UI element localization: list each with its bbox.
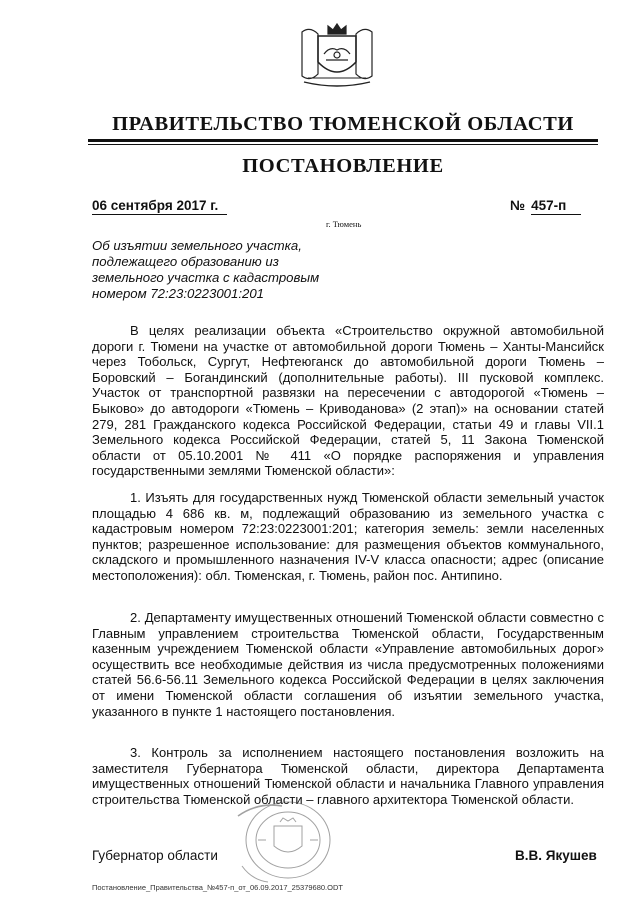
footer-filename: Постановление_Правительства_№457-п_от_06.09.2017_25379680.ODT (92, 883, 343, 892)
tyumen-region-coat-of-arms-icon (298, 22, 376, 92)
official-seal-stamp-icon (228, 796, 338, 888)
number-sign: № (510, 198, 526, 213)
title-rule-thin (88, 144, 598, 145)
subject-line: номером 72:23:0223001:201 (92, 286, 265, 301)
signatory-name: В.В. Якушев (515, 848, 597, 863)
government-title: ПРАВИТЕЛЬСТВО ТЮМЕНСКОЙ ОБЛАСТИ (112, 113, 574, 135)
subject-line: земельного участка с кадастровым (92, 270, 320, 285)
document-type-heading: ПОСТАНОВЛЕНИЕ (242, 155, 444, 177)
preamble-paragraph: В целях реализации объекта «Строительство окружной автомобильной дороги г. Тюмени на участке от автомобильной дороги Тюмень – Ханты-Мансийск через Тобольск, Сургут, Нефтеюганск до автомобильной дороги Тюмень – Боровский – Богандинский (дополнительные работы). III пусковой комплекс. Участок от транспортной развязки на пересечении с автодорогой «Тюмень – Быково» до автодороги «Тюмень – Криводанова» (2 этап)» на основании статей 279, 281 Гражданского кодекса Российской Федерации, статьи 49 и главы VII.1 Земельного кодекса Российской Федерации, статей 5, 11 Закона Тюменской области от 05.10.2001 № 411 «О порядке распоряжения и управления государственными землями Тюменской области»: (92, 323, 604, 479)
city-label: г. Тюмень (326, 219, 362, 229)
signatory-role: Губернатор области (92, 848, 218, 863)
decree-date: 06 сентября 2017 г. (92, 198, 227, 215)
clause-1-paragraph: 1. Изъять для государственных нужд Тюменской области земельный участок площадью 4 686 кв. м, подлежащий образованию из земельного участка с кадастровым номером 72:23:0223001:201; категория земель: земли населенных пунктов; разрешенное использование: для размещения объектов коммунального, складского и промышленного назначения IV-V класса опасности; адрес (описание местоположения): обл. Тюменская, г. Тюмень, район пос. Антипино. (92, 490, 604, 583)
decree-number (510, 198, 596, 215)
subject-line: подлежащего образованию из (92, 254, 279, 269)
decree-subject (92, 238, 352, 302)
clause-3-paragraph: 3. Контроль за исполнением настоящего постановления возложить на заместителя Губернатора Тюменской области, директора Департамента имущественных отношений Тюменской области и начальника Главного управления строительства Тюменской области – главного архитектора Тюменской области. (92, 745, 604, 807)
decree-number-value: 457-п (531, 198, 581, 215)
subject-line: Об изъятии земельного участка, (92, 238, 302, 253)
title-rule-thick (88, 139, 598, 142)
clause-2-paragraph: 2. Департаменту имущественных отношений Тюменской области совместно с Главным управлением строительства Тюменской области, Государственным казенным учреждением Тюменской области «Управление автомобильных дорог» осуществить все необходимые действия из числа предусмотренных положениями статей 56.6-56.11 Земельного кодекса Российской Федерации в целях заключения от имени Тюменской области соглашения об изъятии земельного участка, указанного в пункте 1 настоящего постановления. (92, 610, 604, 719)
